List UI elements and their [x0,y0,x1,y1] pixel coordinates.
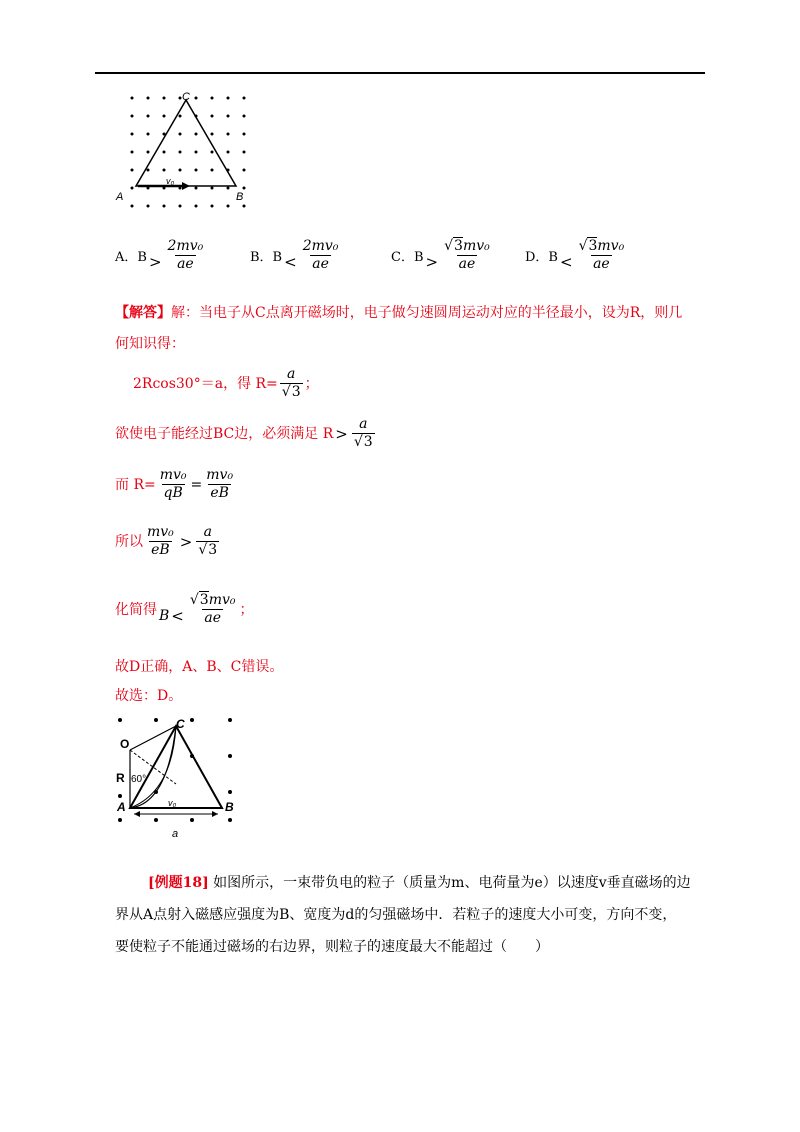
arrow-head [182,182,190,190]
option-d: D．B < $\frac{\text{√3mv₀}}{ae}$ [525,238,625,272]
field-dot [131,151,134,154]
field-dot [228,754,232,758]
field-dot [227,115,230,118]
field-dot [154,818,158,822]
example-line1: [例题18] 如图所示，一束带负电的粒子（质量为m、电荷量为e）以速度v垂直磁场的边 [148,875,691,891]
field-dot [211,205,214,208]
field-dot [179,133,182,136]
field-dot [163,115,166,118]
width-arrow-right [212,811,218,817]
solution-line8: 故选：D。 [115,688,183,704]
field-dot [147,115,150,118]
triangle-abc [136,100,236,186]
example-line3: 要使粒子不能通过磁场的右边界，则粒子的速度最大不能超过（ ） [115,939,549,955]
field-dot [131,205,134,208]
field-dot [227,187,230,190]
field-dot [163,205,166,208]
field-dot [227,151,230,154]
field-dot [243,115,246,118]
field-dot [211,187,214,190]
field-dot [243,133,246,136]
triangle-field-figure [112,90,262,220]
label-b-2: B [225,800,234,814]
field-dot [211,97,214,100]
label-a: A [116,191,124,203]
field-dot [195,205,198,208]
field-dot [227,133,230,136]
solution-line2: 何知识得： [115,336,185,352]
solution-line4: 而 R= $\frac{\text{mv₀}}{qB}$ = $\frac{\text{mv₀}}{eB}$ [115,467,234,501]
field-dot [195,187,198,190]
field-dot [179,115,182,118]
field-dot [147,133,150,136]
field-dot [227,205,230,208]
field-dot [228,790,232,794]
field-dot [195,97,198,100]
field-dot [243,169,246,172]
field-dot [190,718,194,722]
example-line2: 界从A点射入磁感应强度为B、宽度为d的匀强磁场中．若粒子的速度大小可变，方向不变， [115,907,677,923]
field-dot [227,97,230,100]
solution-line5: 所以 $\frac{\text{mv₀}}{eB}$ > $\frac{a}{√3}$ [115,524,218,558]
field-dot [179,151,182,154]
field-dot [243,205,246,208]
field-dot [211,169,214,172]
field-dot [195,169,198,172]
label-b: B [236,191,244,203]
option-b: B．B < $\frac{\text{2mv₀}}{ae}$ [250,238,339,272]
field-dot [118,718,122,722]
width-arrow-left [134,811,140,817]
field-dot [131,97,134,100]
label-c: C [182,91,190,103]
field-dot [243,151,246,154]
equation-1: 2Rcos30°＝a，得 R= $\frac{a}{√3}$ ； [133,366,319,400]
field-dot [154,718,158,722]
field-dot [195,151,198,154]
field-dot [163,97,166,100]
options-row [115,238,715,284]
field-dot [179,169,182,172]
field-dot [243,187,246,190]
label-angle: 60° [131,774,147,785]
solution-line3: 欲使电子能经过BC边，必须满足 R > $\frac{a}{√3}$ [115,416,373,450]
field-dot [131,169,134,172]
label-o: O [120,737,130,751]
field-dot [190,818,194,822]
field-dot [131,133,134,136]
field-dot [228,818,232,822]
label-width-a: a [172,828,179,840]
field-dot [211,133,214,136]
field-dot [131,187,134,190]
solution-line1: 【解答】解：当电子从C点离开磁场时，电子做匀速圆周运动对应的半径最小，设为R，则几 [115,305,683,321]
triangle-abc-2 [130,726,222,808]
label-c-2: C [176,717,185,731]
field-dot [163,169,166,172]
label-v0-2: v₀ [168,798,177,808]
field-dot [211,151,214,154]
label-a-2: A [117,800,126,814]
field-dot [118,794,122,798]
solution-line7: 故D正确，A、B、C错误。 [115,659,284,675]
field-dot [118,818,122,822]
field-dot [131,115,134,118]
field-dot [147,97,150,100]
field-dot [163,151,166,154]
option-a: A．B > $\frac{\text{2mv₀}}{ae}$ [115,238,204,272]
label-v0: v₀ [166,176,175,186]
field-dot [147,205,150,208]
field-dot [243,97,246,100]
field-dots [131,97,246,208]
example-label: [例题18] [148,875,209,891]
field-dot [211,115,214,118]
field-dot [147,151,150,154]
field-dot [195,133,198,136]
field-dot [179,205,182,208]
field-dot [228,718,232,722]
label-r: R [116,771,125,785]
solution-geometry-figure [112,712,247,842]
option-c: C．B > $\frac{\text{√3mv₀}}{ae}$ [391,238,490,272]
header-rule [95,72,705,74]
solution-line6: 化简得 B < $\frac{\text{√3mv₀}}{ae}$ ； [115,592,254,626]
field-dot [147,169,150,172]
